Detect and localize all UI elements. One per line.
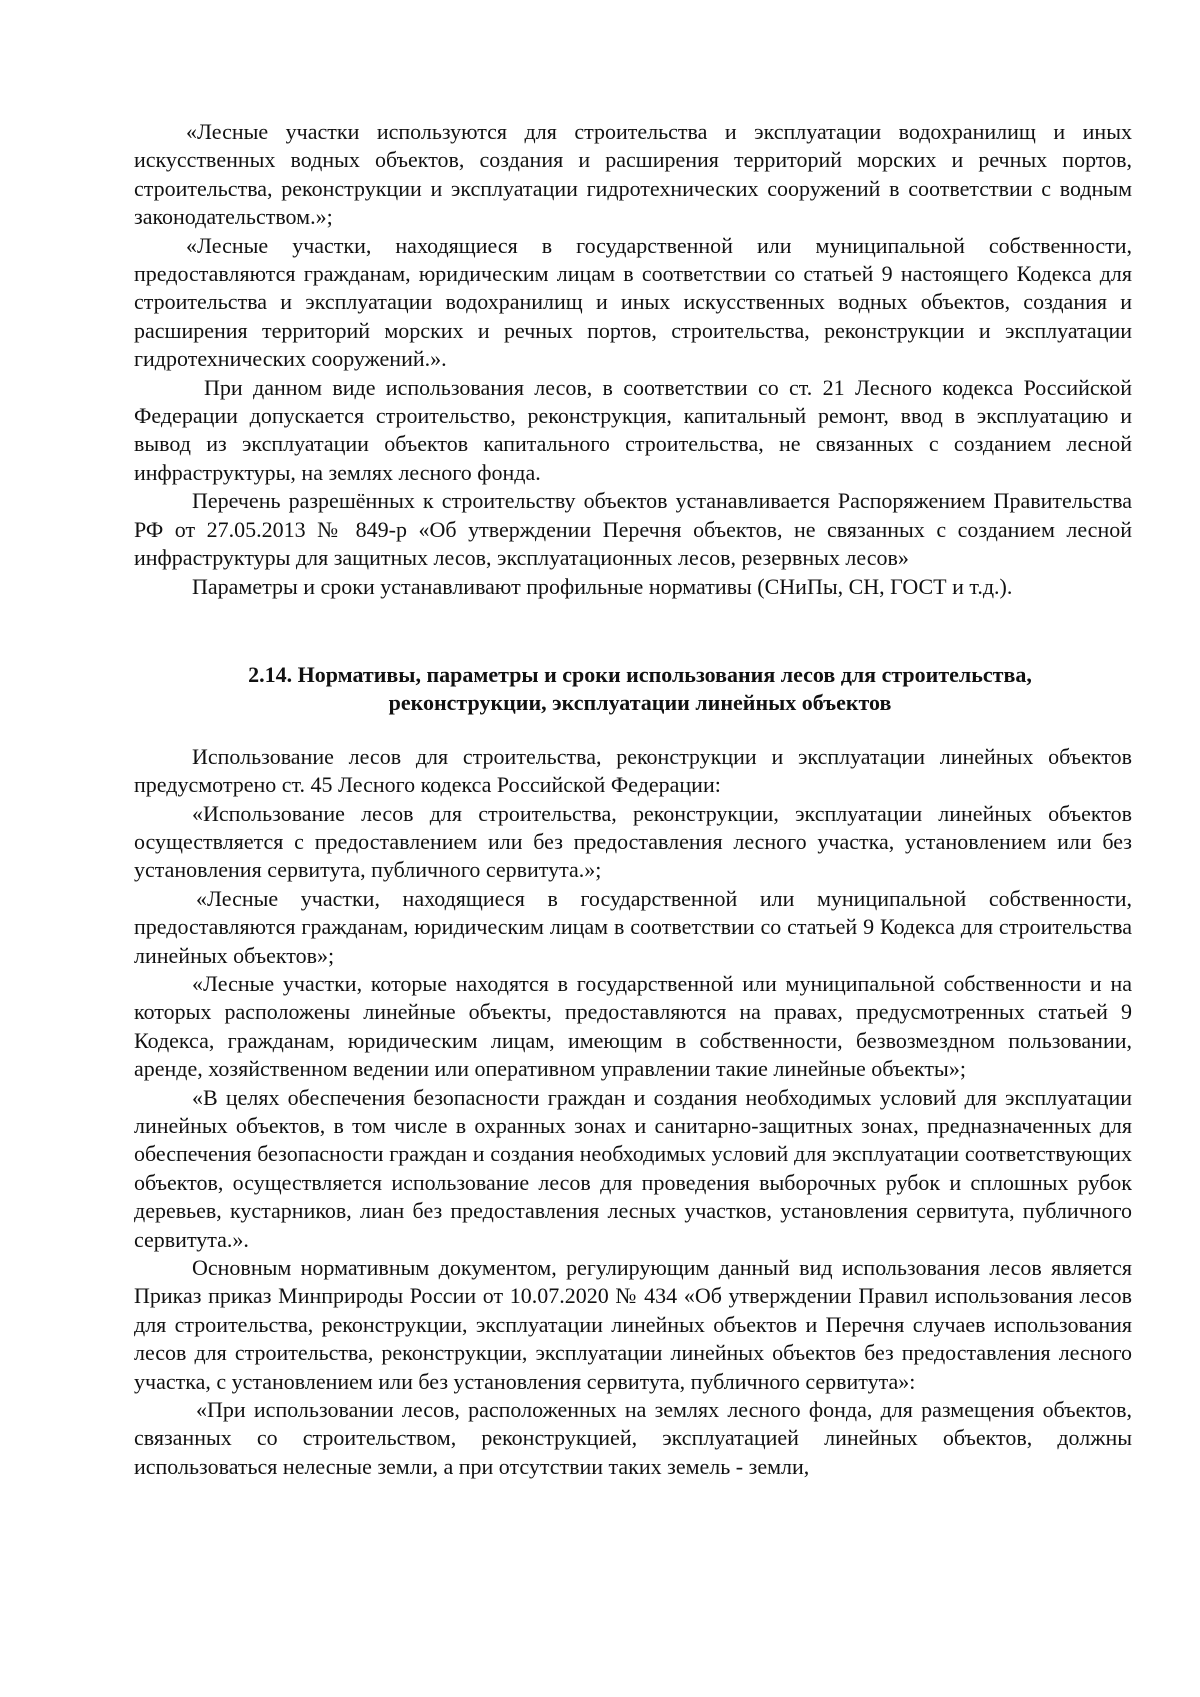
paragraph: Параметры и сроки устанавливают профильные нормативы (СНиПы, СН, ГОСТ и т.д.). [192, 573, 1013, 599]
section-heading [134, 661, 1132, 718]
paragraph: «Использование лесов для строительства, реконструкции, эксплуатации линейных объектов осуществляется с предоставлением или без предоставления лесного участка, установлением или без установления сервитута, публичного сервитута.»; [134, 800, 1132, 883]
section-heading-line: 2.14. Нормативы, параметры и сроки использования лесов для строительства, [248, 661, 1032, 687]
paragraph: «Лесные участки, находящиеся в государственной или муниципальной собственности, предоставляются гражданам, юридическим лицам в соответствии со статьей 9 настоящего Кодекса для строительства и эксплуатации водохранилищ и иных искусственных водных объектов, создания и расширения территорий морских и речных портов, строительства, реконструкции и эксплуатации гидротехнических сооружений.». [134, 232, 1132, 372]
paragraph: Основным нормативным документом, регулирующим данный вид использования лесов является Приказ приказ Минприроды России от 10.07.2020 № 434 «Об утверждении Правил использования лесов для строительства, реконструкции, эксплуатации линейных объектов и Перечня случаев использования лесов для строительства, реконструкции, эксплуатации линейных объектов без предоставления лесного участка, с установлением или без установления сервитута, публичного сервитута»: [134, 1255, 1132, 1394]
paragraph: «В целях обеспечения безопасности граждан и создания необходимых условий для эксплуатации линейных объектов, в том числе в охранных зонах и санитарно-защитных зонах, предназначенных для обеспечения безопасности граждан и создания необходимых условий для эксплуатации соответствующих объектов, осуществляется использование лесов для проведения выборочных рубок и сплошных рубок деревьев, кустарников, лиан без предоставления лесных участков, установления сервитута, публичного сервитута.». [134, 1084, 1132, 1252]
paragraph: При данном виде использования лесов, в соответствии со ст. 21 Лесного кодекса Российской Федерации допускается строительство, реконструкция, капитальный ремонт, ввод в эксплуатацию и вывод из эксплуатации объектов капитального строительства, не связанных с созданием лесной инфраструктуры, на землях лесного фонда. [134, 374, 1132, 485]
paragraph: Перечень разрешённых к строительству объектов устанавливается Распоряжением Правительства РФ от 27.05.2013 № 849-р «Об утверждении Перечня объектов, не связанных с созданием лесной инфраструктуры для защитных лесов, эксплуатационных лесов, резервных лесов» [134, 488, 1132, 571]
section-heading-line: реконструкции, эксплуатации линейных объектов [388, 690, 892, 716]
paragraph: «Лесные участки используются для строительства и эксплуатации водохранилищ и иных искусственных водных объектов, создания и расширения территорий морских и речных портов, строительства, реконструкции и эксплуатации гидротехнических сооружений в соответствии с водным законодательством.»; [134, 119, 1132, 230]
spacer [134, 601, 1132, 661]
paragraph: «Лесные участки, которые находятся в государственной или муниципальной собственности и на которых расположены линейные объекты, предоставляются на правах, предусмотренных статьей 9 Кодекса, гражданам, юридическим лицам, имеющим в собственности, безвозмездном пользовании, аренде, хозяйственном ведении или оперативном управлении такие линейные объекты»; [134, 970, 1132, 1082]
spacer [134, 718, 1132, 743]
paragraph: «При использовании лесов, расположенных на землях лесного фонда, для размещения объектов, связанных со строительством, реконструкцией, эксплуатацией линейных объектов, должны использоваться нелесные земли, а при отсутствии таких земель - земли, [134, 1397, 1132, 1479]
paragraph: «Лесные участки, находящиеся в государственной или муниципальной собственности, предоставляются гражданам, юридическим лицам в соответствии со статьей 9 Кодекса для строительства линейных объектов»; [134, 885, 1132, 968]
paragraph: Использование лесов для строительства, реконструкции и эксплуатации линейных объектов предусмотрено ст. 45 Лесного кодекса Российской Федерации: [134, 743, 1132, 798]
